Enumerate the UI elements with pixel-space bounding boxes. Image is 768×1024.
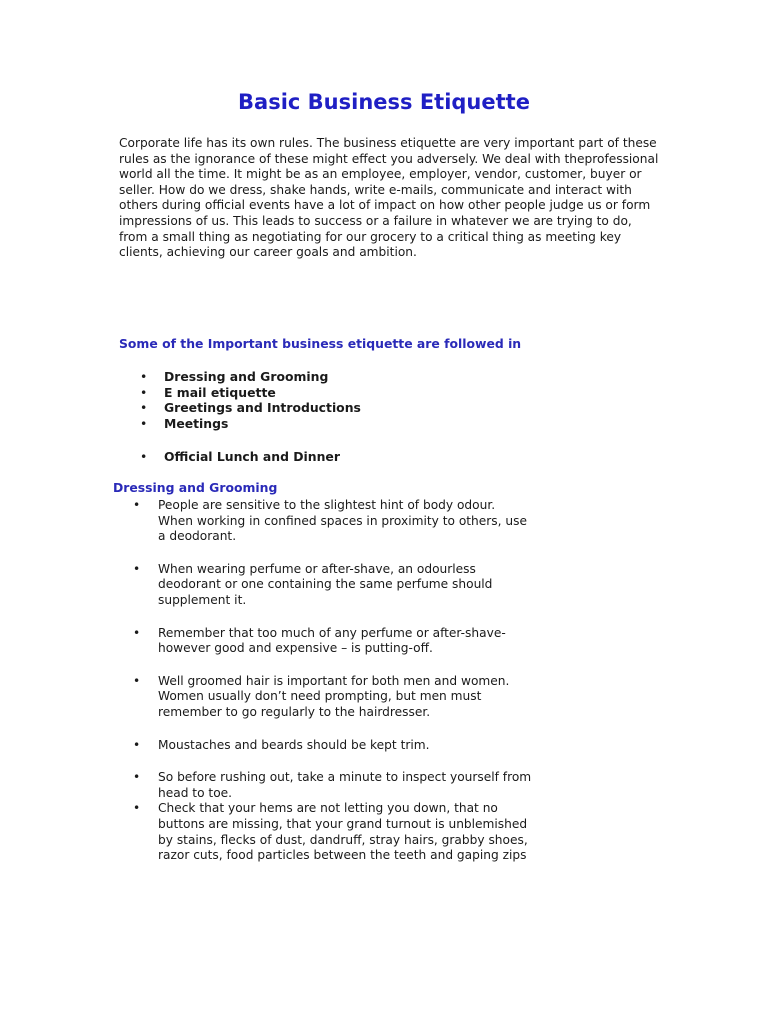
section-heading: Dressing and Grooming xyxy=(113,480,278,495)
topics-list xyxy=(140,369,361,465)
topic-item: • Dressing and Grooming xyxy=(140,369,361,385)
tip-item: • Check that your hems are not letting you down, that no buttons are missing, that your grand turnout is unblemished by stains, flecks of dust, dandruff, stray hairs, grabby shoes, razor cuts, food particles between the teeth and gaping zips xyxy=(133,801,533,863)
tip-item: • So before rushing out, take a minute to inspect yourself from head to toe. xyxy=(133,770,533,801)
topic-item: • Greetings and Introductions xyxy=(140,400,361,416)
tips-list xyxy=(133,498,533,881)
topic-item: • Official Lunch and Dinner xyxy=(140,449,361,465)
topic-item: • Meetings xyxy=(140,416,361,432)
tip-item: • Moustaches and beards should be kept trim. xyxy=(133,738,533,754)
intro-paragraph: Corporate life has its own rules. The business etiquette are very important part of these rules as the ignorance of these might effect you adversely. We deal with theprofessional world all the time. It might be as an employee, employer, vendor, customer, buyer or seller. How do we dress, shake hands, write e-mails, communicate and interact with others during official events have a lot of impact on how other people judge us or form impressions of us. This leads to success or a failure in whatever we are trying to do, from a small thing as negotiating for our grocery to a critical thing as meeting key clients, achieving our career goals and ambition. xyxy=(119,136,659,260)
tip-item: • When wearing perfume or after-shave, an odourless deodorant or one containing the same perfume should supplement it. xyxy=(133,562,533,609)
topic-item: • E mail etiquette xyxy=(140,385,361,401)
tip-item: • People are sensitive to the slightest hint of body odour. When working in confined spaces in proximity to others, use a deodorant. xyxy=(133,498,533,545)
tip-item: • Remember that too much of any perfume or after-shave-however good and expensive – is putting-off. xyxy=(133,626,533,657)
topics-heading: Some of the Important business etiquette are followed in xyxy=(119,336,522,351)
document-title: Basic Business Etiquette xyxy=(238,90,530,114)
tip-item: • Well groomed hair is important for both men and women. Women usually don’t need prompting, but men must remember to go regularly to the hairdresser. xyxy=(133,674,533,721)
